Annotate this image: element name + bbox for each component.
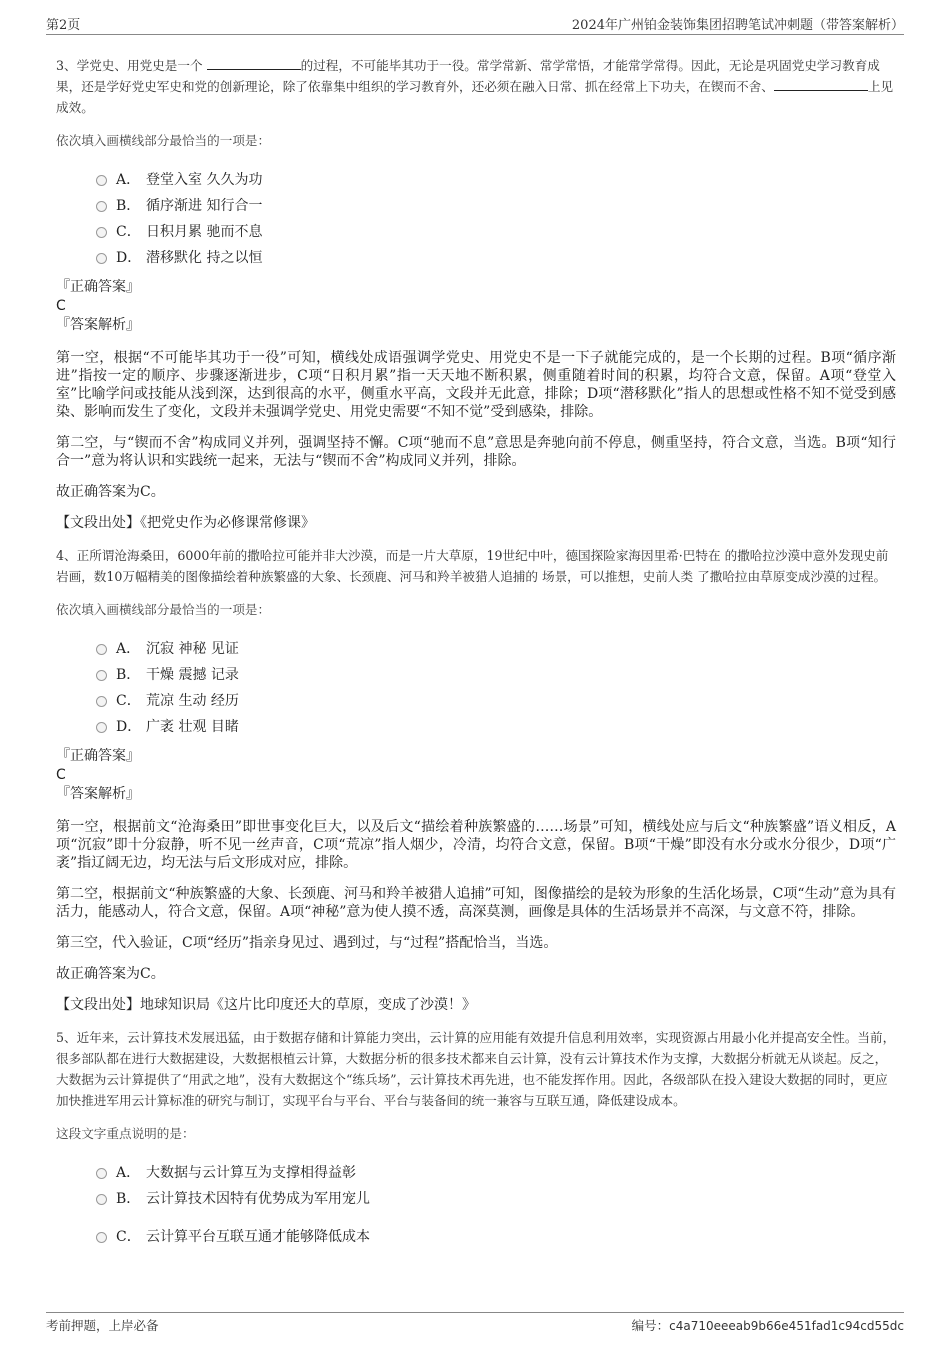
option-b[interactable] [96,662,896,688]
explanation-paragraph: 第二空，与“锲而不舍”构成同义并列，强调坚持不懈。C项“驰而不息”意思是奔驰向前不停息，侧重坚持，符合文意，当选。B项“知行合一”意为将认识和实践统一起来，无法与“锲而不舍”构成同义并列，排除。 [56,435,896,469]
explanation-paragraph: 故正确答案为C。 [56,484,165,500]
radio-icon[interactable] [96,670,107,681]
answer-value: C [56,767,66,783]
answer-value: C [56,298,66,314]
fill-blank-line [207,57,301,70]
radio-icon[interactable] [96,1232,107,1243]
option-letter: B． [116,667,141,683]
option-list [56,1160,896,1250]
stem-part: 3、学党史、用党史是一个 [56,58,203,73]
code-label: 编号： [631,1318,670,1333]
radio-icon[interactable] [96,722,107,733]
question-prompt: 依次填入画横线部分最恰当的一项是： [56,133,271,148]
option-letter: B． [116,1191,141,1207]
option-text: 荒凉 生动 经历 [146,693,239,709]
explanation-paragraph: 第二空，根据前文“种族繁盛的大象、长颈鹿、河马和羚羊被猎人追捕”可知，图像描绘的是较为形象的生活化场景，C项“生动”意为具有活力，能感动人，符合文意，保留。A项“神秘”意为使人摸不透，高深莫测，画像是具体的生活场景并不高深，与文意不符，排除。 [56,886,896,920]
radio-icon[interactable] [96,696,107,707]
explanation-paragraph: 第一空，根据“不可能毕其功于一役”可知，横线处成语强调学党史、用党史不是一下子就能完成的，是一个长期的过程。B项“循序渐进”指按一定的顺序、步骤逐渐进步，C项“日积月累”指一天天地不断积累，侧重随着时间的积累，均符合文意，保留。A项“登堂入室”比喻学问或技能从浅到深，达到很高的水平，侧重水平高，文段并无此意，排除；D项“潜移默化”指人的思想或性格不知不觉受到感染、影响而发生了变化，文段并未强调学党史、用党史需要“不知不觉”受到感染，排除。 [56,350,896,420]
option-letter: A． [116,641,141,657]
answer-label: 『正确答案』 [56,279,140,295]
option-a[interactable] [96,636,896,662]
source-citation: 【文段出处】地球知识局《这片比印度还大的草原，变成了沙漠！》 [56,997,476,1013]
option-text: 广袤 壮观 目睹 [146,719,239,735]
page-footer [46,1312,904,1333]
question-stem: 4、正所谓沧海桑田，6000年前的撒哈拉可能并非大沙漠，而是一片大草原，19世纪中叶，德国探险家海因里希·巴特在 的撒哈拉沙漠中意外发现史前岩画，数10万幅精美的图像描绘着种族繁盛的大象、长颈鹿、河马和羚羊被猎人追捕的 场景，可以推想，史前人类 了撒哈拉由草原变成沙漠的过程。 [56,548,889,584]
answer-label: 『正确答案』 [56,748,140,764]
option-letter: C． [116,224,141,240]
option-letter: C． [116,693,141,709]
radio-icon[interactable] [96,201,107,212]
option-text: 循序渐进 知行合一 [146,198,263,214]
option-text: 沉寂 神秘 见证 [146,641,239,657]
explanation-paragraph: 第一空，根据前文“沧海桑田”即世事变化巨大，以及后文“描绘着种族繁盛的……场景”可知，横线处应与后文“种族繁盛”语义相反，A项“沉寂”即十分寂静，听不见一丝声音，C项“荒凉”指人烟少，冷清，均符合文意，保留。B项“干燥”即没有水分或水分很少，D项“广袤”指辽阔无边，均无法与后文形成对应，排除。 [56,819,896,871]
explanation-paragraph: 故正确答案为C。 [56,966,165,982]
option-text: 潜移默化 持之以恒 [146,250,263,266]
option-text: 云计算技术因特有优势成为军用宠儿 [146,1191,370,1207]
question-4 [56,545,896,1014]
option-list [56,636,896,740]
option-letter: C． [116,1229,141,1245]
option-text: 干燥 震撼 记录 [146,667,239,683]
explanation-label: 『答案解析』 [56,317,140,333]
option-letter: D． [116,250,142,266]
radio-icon[interactable] [96,175,107,186]
option-letter: A． [116,1165,141,1181]
option-d[interactable] [96,245,896,271]
source-citation: 【文段出处】《把党史作为必修课常修课》 [56,515,315,531]
option-a[interactable] [96,167,896,193]
page-header [46,12,904,35]
radio-icon[interactable] [96,644,107,655]
option-d[interactable] [96,714,896,740]
document-code [632,1316,904,1334]
option-c[interactable] [96,219,896,245]
option-text: 日积月累 驰而不息 [146,224,263,240]
option-letter: D． [116,719,142,735]
option-c[interactable] [96,688,896,714]
option-letter: A． [116,172,141,188]
footer-slogan: 考前押题，上岸必备 [46,1318,159,1333]
radio-icon[interactable] [96,227,107,238]
question-5 [56,1027,896,1250]
question-prompt: 这段文字重点说明的是： [56,1126,195,1141]
explanation-paragraph: 第三空，代入验证，C项“经历”指亲身见过、遇到过，与“过程”搭配恰当，当选。 [56,935,558,951]
question-prompt: 依次填入画横线部分最恰当的一项是： [56,602,271,617]
code-value: c4a710eeeab9b66e451fad1c94cd55dc [669,1319,904,1333]
question-3 [56,55,896,532]
stem-part: 上见成效。 [56,79,894,115]
option-b[interactable] [96,1186,896,1212]
option-text: 大数据与云计算互为支撑相得益彰 [146,1165,356,1181]
option-text: 登堂入室 久久为功 [146,172,263,188]
fill-blank-line [774,78,868,91]
option-b[interactable] [96,193,896,219]
question-stem: 5、近年来，云计算技术发展迅猛，由于数据存储和计算能力突出，云计算的应用能有效提升信息利用效率，实现资源占用最小化并提高安全性。当前，很多部队都在进行大数据建设，大数据根植云计算，大数据分析的很多技术都来自云计算，没有云计算技术作为支撑，大数据分析就无从谈起。反之，大数据为云计算提供了“用武之地”，没有大数据这个“练兵场”，云计算技术再先进，也不能发挥作用。因此，各级部队在投入建设大数据的同时，更应加快推进军用云计算标准的研究与制订，实现平台与平台、平台与装备间的统一兼容与互联互通，降低建设成本。 [56,1030,896,1108]
page-number: 第2页 [46,18,81,33]
option-a[interactable] [96,1160,896,1186]
document-title: 2024年广州铂金装饰集团招聘笔试冲刺题（带答案解析） [571,18,904,33]
radio-icon[interactable] [96,1194,107,1205]
document-body [56,55,896,1254]
question-stem [56,55,896,118]
stem-part: 的过程，不可能毕其功于一役。常学常新、常学常悟，才能常学常得。因此，无论是巩固党史学习教育成果，还是学好党史军史和党的创新理论，除了依靠集中组织的学习教育外，还必须在融入日常、抓在经常上下功夫，在锲而不舍、 [56,58,880,94]
option-text: 云计算平台互联互通才能够降低成本 [146,1229,370,1245]
radio-icon[interactable] [96,253,107,264]
option-c[interactable] [96,1224,896,1250]
radio-icon[interactable] [96,1168,107,1179]
option-list [56,167,896,271]
option-letter: B． [116,198,141,214]
explanation-label: 『答案解析』 [56,786,140,802]
